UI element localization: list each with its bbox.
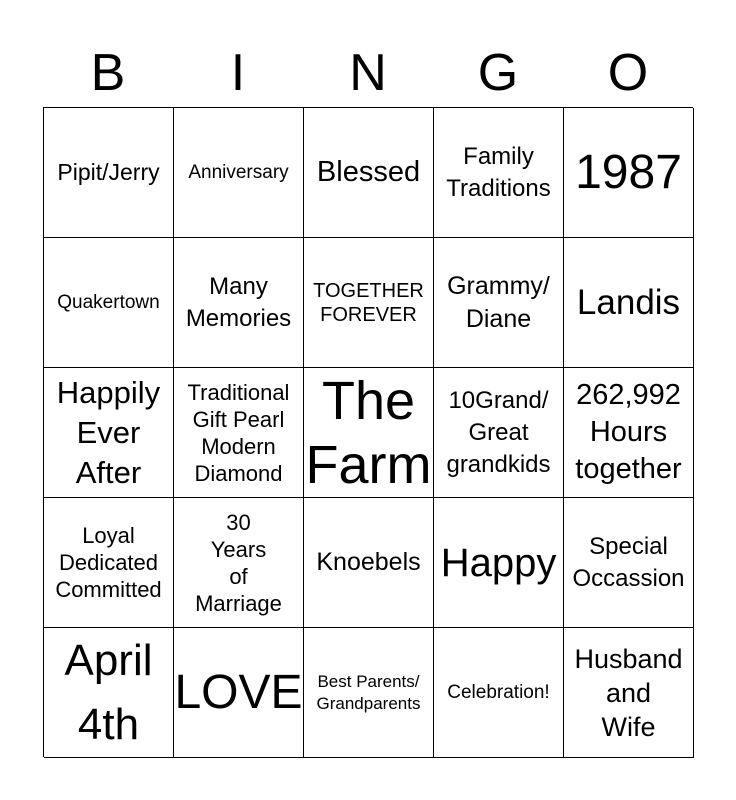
bingo-cell[interactable]: Knoebels [304,498,434,628]
bingo-grid [43,107,693,757]
bingo-cell[interactable]: LOVE [174,628,304,758]
header-letter-i: I [230,44,246,102]
header-letter-b: B [90,44,126,102]
bingo-cell[interactable]: Quakertown [44,238,174,368]
bingo-cell[interactable]: Many Memories [174,238,304,368]
bingo-cell[interactable]: Celebration! [434,628,564,758]
bingo-cell[interactable]: 10Grand/ Great grandkids [434,368,564,498]
bingo-cell[interactable]: Blessed [304,108,434,238]
header-letter-g: G [477,44,519,102]
bingo-header [43,42,693,104]
header-letter-o: O [607,44,649,102]
bingo-cell[interactable]: Husband and Wife [564,628,694,758]
bingo-cell[interactable]: Pipit/Jerry [44,108,174,238]
bingo-cell[interactable]: Traditional Gift Pearl Modern Diamond [174,368,304,498]
bingo-cell[interactable]: April 4th [44,628,174,758]
bingo-cell[interactable]: 30 Years of Marriage [174,498,304,628]
bingo-cell[interactable]: 262,992 Hours together [564,368,694,498]
bingo-cell[interactable]: Happily Ever After [44,368,174,498]
bingo-cell[interactable]: Best Parents/ Grandparents [304,628,434,758]
bingo-cell[interactable]: 1987 [564,108,694,238]
bingo-cell[interactable]: TOGETHER FOREVER [304,238,434,368]
bingo-cell[interactable]: Landis [564,238,694,368]
bingo-cell[interactable]: Loyal Dedicated Committed [44,498,174,628]
bingo-cell[interactable]: The Farm [304,368,434,498]
bingo-cell[interactable]: Happy [434,498,564,628]
bingo-cell[interactable]: Anniversary [174,108,304,238]
bingo-cell[interactable]: Family Traditions [434,108,564,238]
bingo-cell[interactable]: Special Occassion [564,498,694,628]
header-letter-n: N [349,44,387,102]
bingo-cell[interactable]: Grammy/ Diane [434,238,564,368]
